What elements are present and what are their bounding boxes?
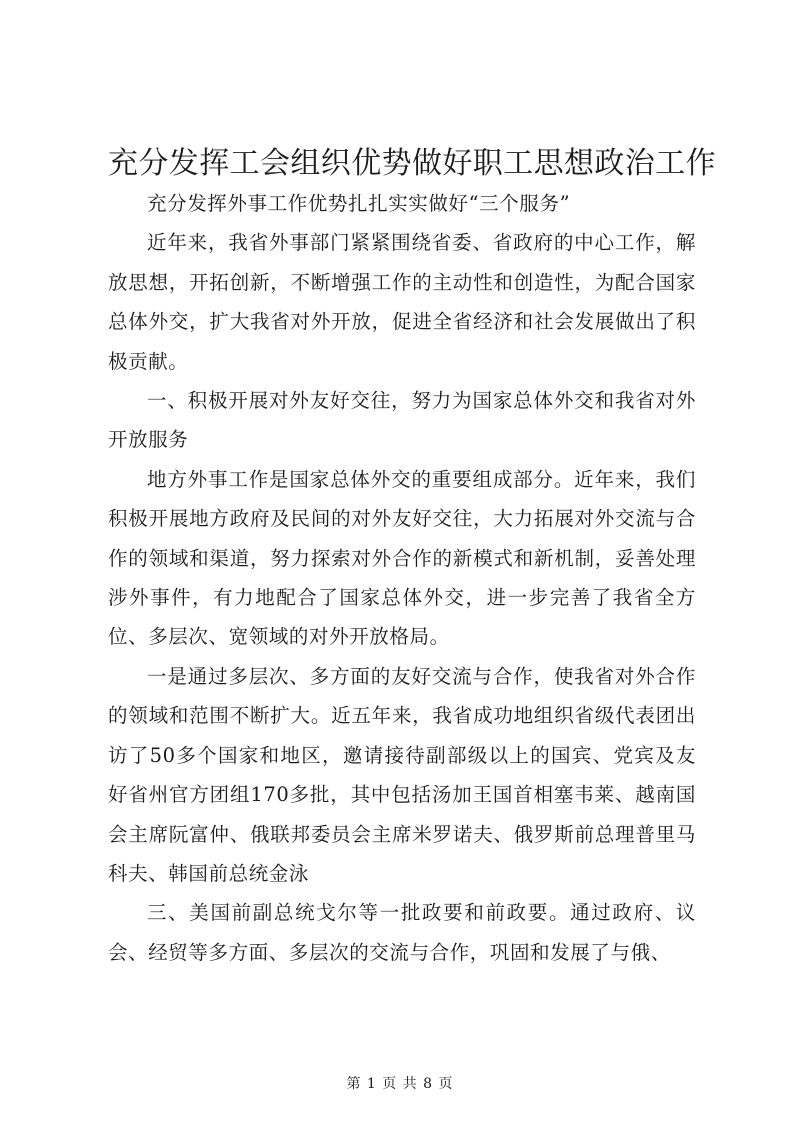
body-paragraph: 三、美国前副总统戈尔等一批政要和前政要。通过政府、议会、经贸等多方面、多层次的交流与合作，巩固和发展了与俄、	[108, 901, 696, 964]
page-footer: 第 1 页 共 8 页	[346, 1076, 454, 1092]
body-paragraph: 近年来，我省外事部门紧紧围绕省委、省政府的中心工作，解放思想，开拓创新，不断增强工作的主动性和创造性，为配合国家总体外交，扩大我省对外开放，促进全省经济和社会发展做出了积极贡献。	[108, 231, 696, 373]
document-title: 充分发挥工会组织优势做好职工思想政治工作	[108, 146, 716, 181]
document-body	[108, 184, 696, 972]
body-paragraph: 一是通过多层次、多方面的友好交流与合作，使我省对外合作的领域和范围不断扩大。近五年来，我省成功地组织省级代表团出访了50多个国家和地区，邀请接待副部级以上的国宾、党宾及友好省州官方团组170多批，其中包括汤加王国首相塞韦莱、越南国会主席阮富仲、俄联邦委员会主席米罗诺夫、俄罗斯前总理普里马科夫、韩国前总统金泳	[108, 664, 696, 885]
subtitle-paragraph: 充分发挥外事工作优势扎扎实实做好“三个服务”	[147, 192, 571, 215]
body-paragraph: 地方外事工作是国家总体外交的重要组成部分。近年来，我们积极开展地方政府及民间的对外友好交往，大力拓展对外交流与合作的领域和渠道，努力探索对外合作的新模式和新机制，妥善处理涉外事件，有力地配合了国家总体外交，进一步完善了我省全方位、多层次、宽领域的对外开放格局。	[108, 467, 696, 649]
section-heading-paragraph: 一、积极开展对外友好交往，努力为国家总体外交和我省对外开放服务	[108, 389, 696, 452]
